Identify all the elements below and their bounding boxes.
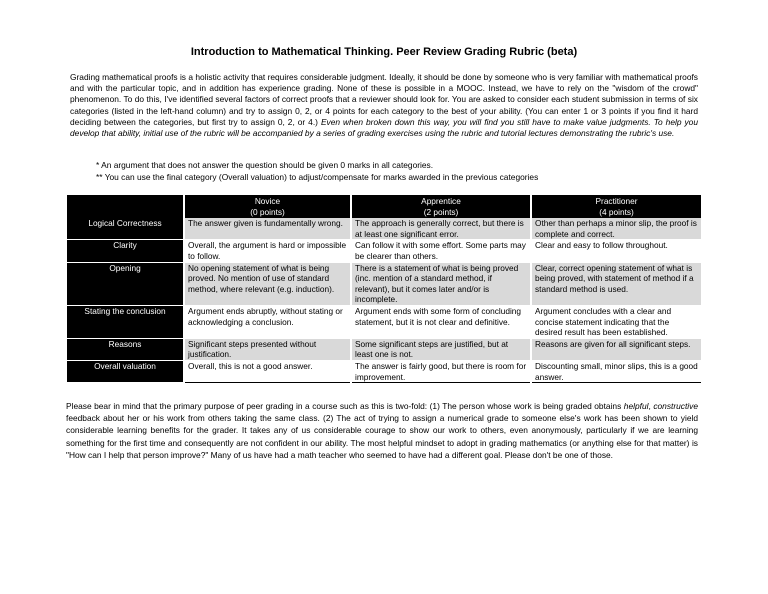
cell-practitioner: Discounting small, minor slips, this is a good answer.	[531, 360, 702, 382]
header-points: (2 points)	[423, 206, 459, 217]
closing-emphasis: helpful	[623, 401, 649, 411]
row-category: Stating the conclusion	[67, 305, 184, 338]
cell-apprentice: Can follow it with some effort. Some parts may be clearer than others.	[351, 240, 531, 262]
cell-novice: No opening statement of what is being proved. No mention of use of standard method, where relevant (e.g. induction).	[184, 262, 351, 305]
cell-novice: The answer given is fundamentally wrong.	[184, 218, 351, 240]
cell-novice: Significant steps presented without justification.	[184, 338, 351, 360]
closing-paragraph	[66, 400, 698, 461]
header-level: Practitioner	[595, 196, 638, 206]
table-row	[67, 218, 702, 240]
cell-apprentice: There is a statement of what is being proved (inc. mention of a standard method, if relevant), but it comes later and/or is incomplete.	[351, 262, 531, 305]
cell-novice: Overall, the argument is hard or impossible to follow.	[184, 240, 351, 262]
note-2: ** You can use the final category (Overall valuation) to adjust/compensate for marks awarded in the previous categories	[96, 171, 539, 182]
closing-text: feedback about her or his work from others taking the same class. (2) The act of trying to assign a numerical grade to someone else's work has been shown to yield considerable learning benefits for the grader. It takes any of us considerable courage to show our work to others, even anonymously, particularly if we are learning something for the first time and consequently are not confident in our ability. The most helpful mindset to adopt in grading mathematics (or anything else for that matter) is "How can I help that person improve?" Many of us have had a math teacher who seemed to have had a different goal. Please don't be one of those.	[66, 413, 698, 460]
header-blank	[67, 195, 184, 218]
table-row	[67, 262, 702, 305]
header-points: (4 points)	[599, 206, 634, 217]
intro-italic-text: Even when broken down this way, you will find you still have to make value judgments. To help you develop that ability, initial use of the rubric will be accompanied by a series of grading exercises using the rubric and tutorial lectures demonstrating the rubric's use.	[70, 116, 698, 139]
page-title: Introduction to Mathematical Thinking. Peer Review Grading Rubric (beta)	[190, 46, 578, 58]
cell-apprentice: The approach is generally correct, but there is at least one significant error.	[351, 218, 531, 240]
cell-practitioner: Argument concludes with a clear and concise statement indicating that the desired result has been established.	[531, 305, 702, 338]
rubric-table	[67, 195, 703, 383]
cell-practitioner: Reasons are given for all significant steps.	[531, 338, 702, 360]
note-1: * An argument that does not answer the question should be given 0 marks in all categories.	[96, 160, 434, 170]
row-category: Opening	[67, 262, 184, 305]
notes	[96, 160, 696, 183]
header-practitioner	[531, 195, 702, 218]
rubric-header-row	[67, 195, 702, 218]
cell-apprentice: Some significant steps are justified, but at least one is not.	[351, 338, 531, 360]
header-novice	[184, 195, 351, 218]
intro-text: Grading mathematical proofs is a holistic activity that requires considerable judgment. Ideally, it should be done by someone who is very familiar with mathematical proofs and with the particular topic, and in addition has experience grading. None of these is possible in a MOOC. Instead, we have to rely on the "wisdom of the crowd" phenomenon. To do this, I've identified several factors of correct proofs that a reviewer should look for. You are asked to consider each student submission in terms of six categories (listed in the left-hand column) and try to assign 0, 2, or 4 points for each category to the best of your ability. (You can enter 1 or 3 points if you find it hard deciding between the categories, but first try to assign 0, 2, or 4.)	[70, 72, 698, 127]
cell-practitioner: Other than perhaps a minor slip, the proof is complete and correct.	[531, 218, 702, 240]
row-category: Reasons	[67, 338, 184, 360]
table-row	[67, 360, 702, 382]
closing-text: ,	[648, 401, 654, 411]
header-level: Apprentice	[421, 196, 461, 206]
closing-emphasis: constructive	[653, 401, 698, 411]
header-points: (0 points)	[250, 206, 285, 217]
header-apprentice	[351, 195, 531, 218]
cell-novice: Overall, this is not a good answer.	[184, 360, 351, 382]
table-row	[67, 305, 702, 338]
row-category: Clarity	[67, 240, 184, 262]
cell-practitioner: Clear, correct opening statement of what is being proved, with statement of method if a standard method is used.	[531, 262, 702, 305]
closing-text: Please bear in mind that the primary purpose of peer grading in a course such as this is two-fold: (1) The person whose work is being graded obtains	[66, 401, 624, 411]
row-category: Logical Correctness	[67, 218, 184, 240]
row-category: Overall valuation	[67, 360, 184, 382]
cell-novice: Argument ends abruptly, without stating or acknowledging a conclusion.	[184, 305, 351, 338]
table-row	[67, 338, 702, 360]
cell-apprentice: Argument ends with some form of concluding statement, but it is not clear and definitive.	[351, 305, 531, 338]
header-level: Novice	[254, 196, 281, 206]
cell-apprentice: The answer is fairly good, but there is room for improvement.	[351, 360, 531, 382]
table-row	[67, 240, 702, 262]
intro-paragraph	[70, 72, 698, 139]
cell-practitioner: Clear and easy to follow throughout.	[531, 240, 702, 262]
